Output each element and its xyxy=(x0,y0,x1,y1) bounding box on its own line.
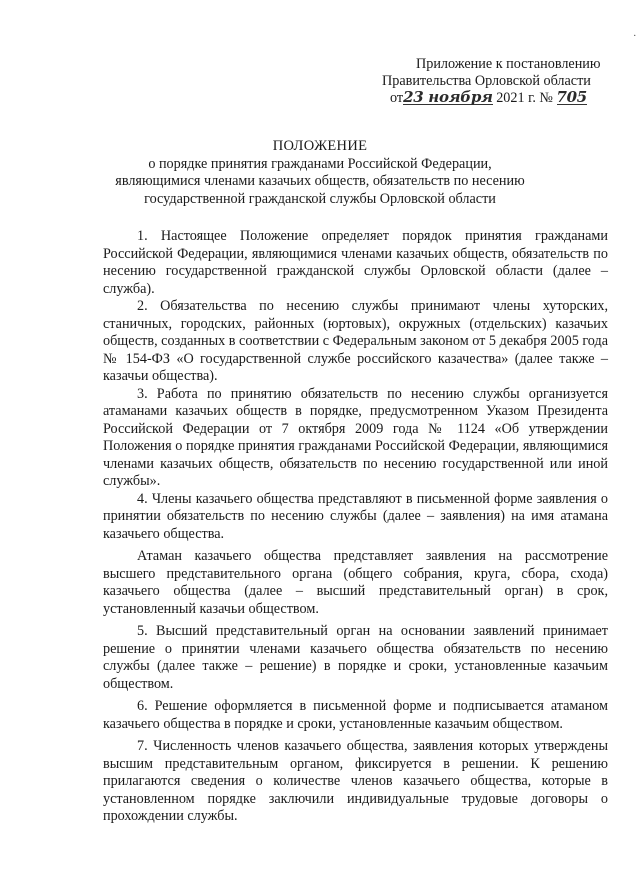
subtitle-line-1: о порядке принятия гражданами Российской Федерации, xyxy=(148,155,492,172)
paragraph-1: 1. Настоящее Положение определяет порядок принятия гражданами Российской Федерации, являющимися членами казачьих обществ, обязательств по несению государственной гражданской службы Орловской области (далее – служба). xyxy=(103,228,608,297)
document-heading xyxy=(100,138,540,208)
annex-line-1: Приложение к постановлению xyxy=(416,56,601,72)
annex-date-line xyxy=(382,90,632,107)
paragraph-4-continued: Атаман казачьего общества представляет заявления на рассмотрение высшего представительного органа (общего собрания, круга, сбора, схода) казачьего общества (далее – высший представительный орган) в срок, установленный казачьи обществом. xyxy=(103,548,608,617)
annex-line-2: Правительства Орловской области xyxy=(382,73,591,89)
annex-year: 2021 г. № xyxy=(496,90,553,106)
paragraph-4: 4. Члены казачьего общества представляют в письменной форме заявления о принятии обязательств по несению службы (далее – заявления) на имя атамана казачьего общества. xyxy=(103,490,608,542)
subtitle-line-2: являющимися членами казачьих обществ, обязательств по несению xyxy=(115,173,525,189)
handwritten-date: 23 ноября xyxy=(403,88,493,106)
handwritten-number: 705 xyxy=(556,88,587,106)
annex-block xyxy=(382,56,632,107)
corner-mark: . xyxy=(633,28,636,39)
paragraph-5: 5. Высший представительный орган на основании заявлений принимает решение о принятии членами казачьего общества обязательств по несению службы (далее также – решение) в порядке и сроки, установленные казачьим обществом. xyxy=(103,623,608,692)
subtitle-line-3: государственной гражданской службы Орловской области xyxy=(144,190,496,207)
annex-from: от xyxy=(390,90,404,106)
paragraph-7: 7. Численность членов казачьего общества, заявления которых утверждены высшим представительным органом, фиксируется в решении. К решению прилагаются сведения о количестве членов казачьего общества, которые в установленном порядке заключили индивидуальные трудовые договоры о прохождении службы. xyxy=(103,738,608,824)
document-title: ПОЛОЖЕНИЕ xyxy=(272,138,368,154)
document-body xyxy=(103,228,608,826)
paragraph-3: 3. Работа по принятию обязательств по несению службы организуется атаманами казачьих обществ в порядке, предусмотренном Указом Президента Российской Федерации от 7 октября 2009 года № 1124 «Об утверждении Положения о порядке принятия гражданами Российской Федерации, являющимися членами казачьих обществ, обязательств по несению государственной или иной службы». xyxy=(103,385,608,489)
paragraph-2: 2. Обязательства по несению службы принимают члены хуторских, станичных, городских, районных (юртовых), окружных (отдельских) казачьих обществ, созданных в соответствии с Федеральным законом от 5 декабря 2005 года № 154-ФЗ «О государственной службе российского казачества» (далее также – казачьи общества). xyxy=(103,298,609,384)
paragraph-6: 6. Решение оформляется в письменной форме и подписывается атаманом казачьего общества в порядке и сроки, установленные казачьим обществом. xyxy=(103,698,608,732)
